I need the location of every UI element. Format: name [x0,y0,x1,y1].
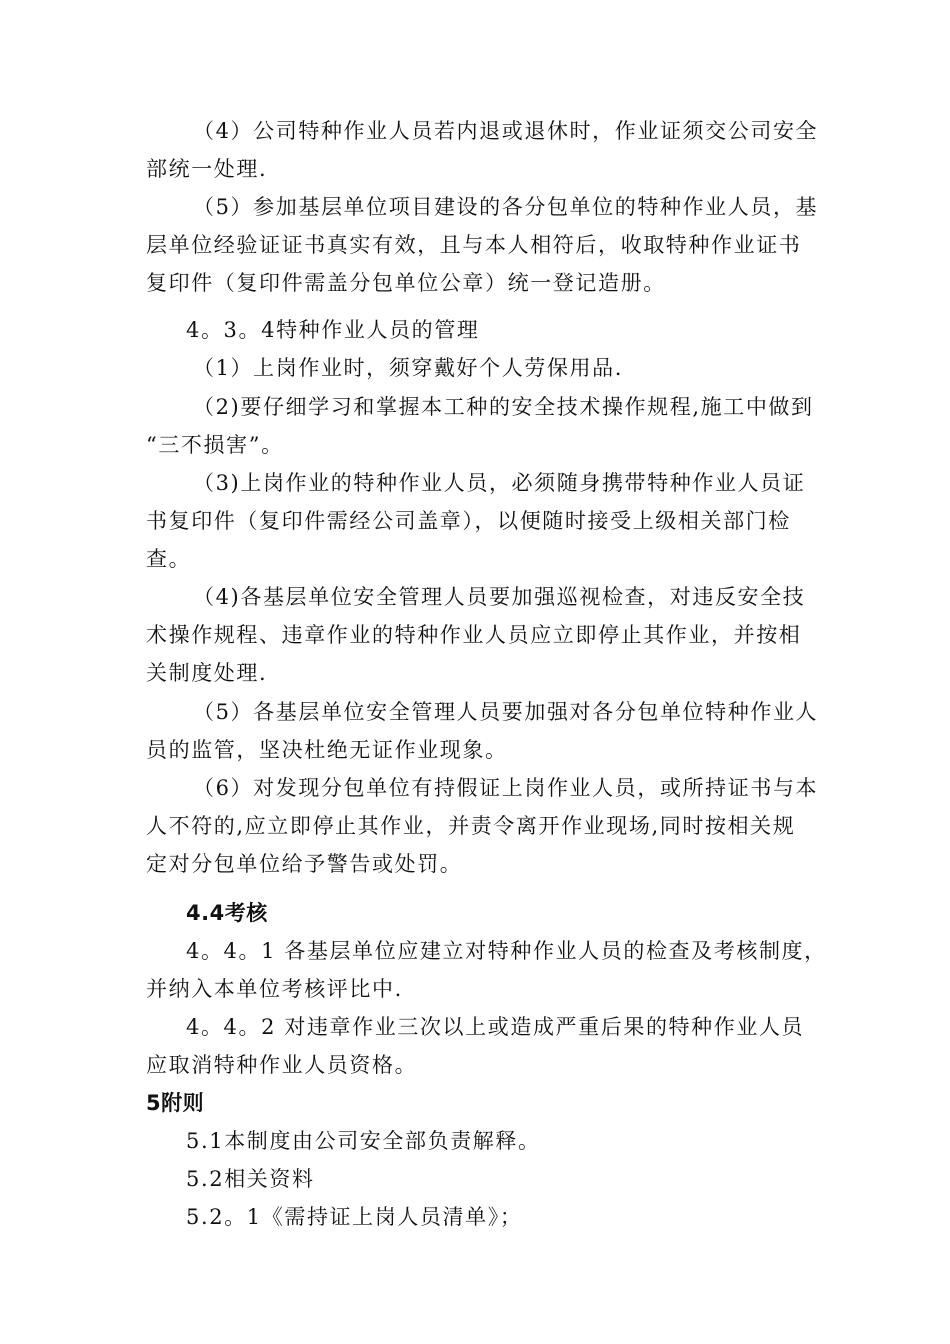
section-heading-5: 5附则 [146,1091,205,1115]
paragraph-4-line-1: （4）公司特种作业人员若内退或退休时，作业证须交公司安全 [193,119,819,143]
item-6-line-1: （6）对发现分包单位有持假证上岗作业人员，或所持证书与本 [193,776,819,800]
item-4-line-3: 关制度处理. [146,661,268,685]
section-heading-4-4: 4.4考核 [186,901,268,925]
clause-5-1: 5.1本制度由公司安全部负责解释。 [186,1129,541,1153]
paragraph-5-line-3: 复印件（复印件需盖分包单位公章）统一登记造册。 [146,271,666,295]
item-1-line-1: （1）上岗作业时，须穿戴好个人劳保用品. [193,356,624,380]
section-heading-4-3-4: 4。3。4特种作业人员的管理 [186,318,480,342]
item-6-line-2: 人不符的,应立即停止其作业，并责令离开作业现场,同时按相关规 [146,814,796,838]
clause-5-2-1: 5.2。1《需持证上岗人员清单》； [186,1205,523,1229]
paragraph-5-line-2: 层单位经验证证书真实有效，且与本人相符后，收取特种作业证书 [146,233,802,257]
item-3-line-1: （3)上岗作业的特种作业人员，必须随身携带特种作业人员证 [193,471,806,495]
clause-4-4-2-line-2: 应取消特种作业人员资格。 [146,1053,418,1077]
clause-4-4-1-line-2: 并纳入本单位考核评比中. [146,977,403,1001]
paragraph-5-line-1: （5）参加基层单位项目建设的各分包单位的特种作业人员，基 [193,195,819,219]
item-2-line-1: （2)要仔细学习和掌握本工种的安全技术操作规程,施工中做到 [193,395,814,419]
clause-4-4-1-line-1: 4。4。1 各基层单位应建立对特种作业人员的检查及考核制度， [186,939,827,963]
item-2-line-2: “三不损害”。 [146,433,284,457]
item-5-line-2: 员的监管，坚决杜绝无证作业现象。 [146,738,508,762]
clause-4-4-2-line-1: 4。4。2 对违章作业三次以上或造成严重后果的特种作业人员 [186,1015,805,1039]
clause-5-2: 5.2相关资料 [186,1167,315,1191]
item-4-line-2: 术操作规程、违章作业的特种作业人员应立即停止其作业，并按相 [146,623,802,647]
item-4-line-1: （4)各基层单位安全管理人员要加强巡视检查，对违反安全技 [193,585,806,609]
paragraph-4-line-2: 部统一处理. [146,157,268,181]
item-3-line-2: 书复印件（复印件需经公司盖章），以便随时接受上级相关部门检 [146,509,791,533]
item-6-line-3: 定对分包单位给予警告或处罚。 [146,852,463,876]
item-3-line-3: 查。 [146,547,192,571]
item-5-line-1: （5）各基层单位安全管理人员要加强对各分包单位特种作业人 [193,700,819,724]
